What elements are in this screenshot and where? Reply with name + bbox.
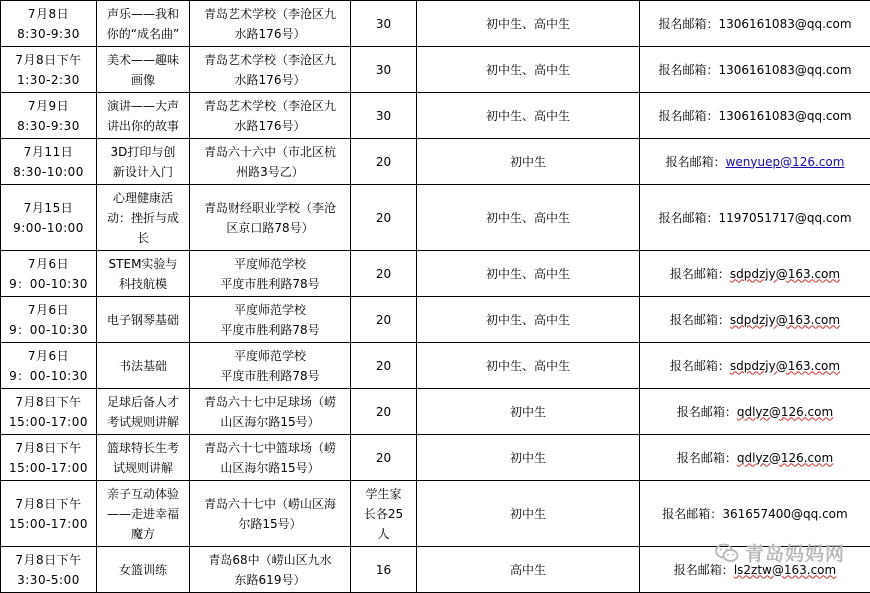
- time-cell: [1, 481, 97, 547]
- table-row: [1, 389, 870, 435]
- email-label: 报名邮箱：: [658, 17, 718, 31]
- course-line: 电子钢琴基础: [107, 313, 179, 327]
- time-line: 7月6日: [28, 303, 69, 317]
- time-cell: [1, 251, 97, 297]
- email-cell: [640, 297, 870, 343]
- venue-line: 青岛68中（崂山区九水: [208, 553, 331, 567]
- audience-cell: 初中生、高中生: [417, 93, 640, 139]
- course-line: 演讲——大声: [107, 99, 179, 113]
- course-line: 科技航模: [119, 277, 167, 291]
- capacity-cell: [351, 1, 417, 47]
- audience-cell: 初中生、高中生: [417, 297, 640, 343]
- course-line: 亲子互动体验: [107, 487, 179, 501]
- table-row: [1, 297, 870, 343]
- venue-cell: [190, 389, 351, 435]
- email-label: 报名邮箱：: [658, 109, 718, 123]
- email-cell: [640, 435, 870, 481]
- time-line: 7月6日: [28, 349, 69, 363]
- course-line: 画像: [131, 73, 155, 87]
- venue-line: 东路619号）: [235, 573, 306, 587]
- venue-line: 平度市胜利路78号: [220, 323, 319, 337]
- time-line: 7月8日下午: [15, 395, 81, 409]
- audience-cell: 初中生: [417, 435, 640, 481]
- course-cell: [97, 343, 190, 389]
- capacity-cell: [351, 435, 417, 481]
- course-line: STEM实验与: [109, 257, 178, 271]
- capacity-cell: [351, 547, 417, 593]
- audience-cell: 初中生、高中生: [417, 47, 640, 93]
- course-line: 试规则讲解: [113, 461, 173, 475]
- table-row: [1, 1, 870, 47]
- email-label: 报名邮箱：: [674, 563, 734, 577]
- audience-cell: 初中生、高中生: [417, 1, 640, 47]
- venue-line: 州路3号乙）: [236, 165, 304, 179]
- venue-line: 青岛六十七中（崂山区海: [204, 497, 336, 511]
- time-cell: [1, 297, 97, 343]
- venue-line: 尔路15号）: [238, 517, 301, 531]
- email-address: ls2ztw@163.com: [734, 563, 836, 577]
- course-cell: [97, 47, 190, 93]
- email-label: 报名邮箱：: [670, 359, 730, 373]
- capacity-line: 学生家: [365, 487, 401, 501]
- course-cell: [97, 389, 190, 435]
- capacity-line: 20: [376, 405, 391, 419]
- time-cell: [1, 47, 97, 93]
- email-cell: [640, 251, 870, 297]
- email-address: qdlyz@126.com: [737, 451, 833, 465]
- venue-line: 区京口路78号）: [226, 221, 313, 235]
- venue-line: 青岛六十七中足球场（崂: [204, 395, 336, 409]
- course-line: 魔方: [131, 527, 155, 541]
- course-line: 声乐——我和: [107, 7, 179, 21]
- venue-cell: [190, 1, 351, 47]
- time-line: 7月15日: [24, 201, 73, 215]
- venue-cell: [190, 297, 351, 343]
- email-label: 报名邮箱：: [666, 155, 726, 169]
- venue-line: 水路176号）: [235, 119, 306, 133]
- capacity-line: 人: [377, 527, 389, 541]
- course-line: 女篮训练: [119, 563, 167, 577]
- venue-cell: [190, 481, 351, 547]
- venue-line: 青岛财经职业学校（李沧: [204, 201, 336, 215]
- time-line: 7月6日: [28, 257, 69, 271]
- capacity-line: 16: [376, 563, 391, 577]
- time-cell: [1, 93, 97, 139]
- course-cell: [97, 185, 190, 251]
- email-address: 1306161083@qq.com: [718, 63, 851, 77]
- email-cell: [640, 481, 870, 547]
- venue-line: 平度市胜利路78号: [220, 369, 319, 383]
- audience-cell: 初中生: [417, 139, 640, 185]
- capacity-cell: [351, 185, 417, 251]
- time-cell: [1, 185, 97, 251]
- time-line: 8:30-10:00: [13, 165, 84, 179]
- email-cell: [640, 185, 870, 251]
- capacity-line: 30: [376, 63, 391, 77]
- time-line: 7月11日: [24, 145, 73, 159]
- course-cell: [97, 139, 190, 185]
- time-line: 3:30-5:00: [17, 573, 80, 587]
- capacity-cell: [351, 251, 417, 297]
- time-cell: [1, 435, 97, 481]
- email-label: 报名邮箱：: [662, 507, 722, 521]
- audience-cell: 初中生、高中生: [417, 251, 640, 297]
- time-line: 7月8日: [28, 7, 69, 21]
- email-address: sdpdzjy@163.com: [730, 359, 840, 373]
- time-line: 7月8日下午: [15, 441, 81, 455]
- audience-cell: 初中生、高中生: [417, 343, 640, 389]
- time-line: 7月8日下午: [15, 553, 81, 567]
- capacity-line: 20: [376, 359, 391, 373]
- time-line: 9：00-10:30: [9, 323, 88, 337]
- venue-line: 水路176号）: [235, 73, 306, 87]
- course-line: 3D打印与创: [111, 145, 176, 159]
- course-line: 动：挫折与成: [107, 211, 179, 225]
- time-line: 7月9日: [28, 99, 69, 113]
- course-line: 心理健康活: [113, 191, 173, 205]
- time-line: 9:00-10:00: [13, 221, 84, 235]
- venue-line: 水路176号）: [235, 27, 306, 41]
- capacity-line: 20: [376, 313, 391, 327]
- table-row: [1, 251, 870, 297]
- capacity-cell: [351, 481, 417, 547]
- time-line: 9：00-10:30: [9, 369, 88, 383]
- time-line: 8:30-9:30: [17, 27, 80, 41]
- capacity-line: 20: [376, 451, 391, 465]
- email-cell: [640, 343, 870, 389]
- table-row: [1, 435, 870, 481]
- capacity-cell: [351, 343, 417, 389]
- course-line: 足球后备人才: [107, 395, 179, 409]
- watermark: [715, 539, 845, 566]
- time-line: 9：00-10:30: [9, 277, 88, 291]
- venue-line: 山区海尔路15号）: [220, 461, 319, 475]
- venue-line: 青岛艺术学校（李沧区九: [204, 7, 336, 21]
- capacity-cell: [351, 389, 417, 435]
- venue-cell: [190, 93, 351, 139]
- venue-line: 平度师范学校: [234, 257, 306, 271]
- email-label: 报名邮箱：: [677, 451, 737, 465]
- time-cell: [1, 139, 97, 185]
- course-cell: [97, 435, 190, 481]
- capacity-line: 20: [376, 267, 391, 281]
- table-row: [1, 343, 870, 389]
- capacity-line: 20: [376, 211, 391, 225]
- time-cell: [1, 547, 97, 593]
- time-cell: [1, 389, 97, 435]
- time-line: 15:00-17:00: [9, 415, 88, 429]
- venue-line: 青岛六十七中篮球场（崂: [204, 441, 336, 455]
- course-cell: [97, 481, 190, 547]
- course-cell: [97, 297, 190, 343]
- capacity-cell: [351, 47, 417, 93]
- time-line: 15:00-17:00: [9, 517, 88, 531]
- table-row: [1, 47, 870, 93]
- time-line: 15:00-17:00: [9, 461, 88, 475]
- venue-line: 青岛艺术学校（李沧区九: [204, 99, 336, 113]
- email-label: 报名邮箱：: [658, 211, 718, 225]
- venue-line: 平度师范学校: [234, 349, 306, 363]
- time-line: 7月8日下午: [15, 53, 81, 67]
- audience-cell: 高中生: [417, 547, 640, 593]
- time-line: 8:30-9:30: [17, 119, 80, 133]
- email-cell: [640, 389, 870, 435]
- course-cell: [97, 547, 190, 593]
- venue-cell: [190, 47, 351, 93]
- course-cell: [97, 251, 190, 297]
- venue-line: 青岛六十六中（市北区杭: [204, 145, 336, 159]
- capacity-line: 30: [376, 17, 391, 31]
- venue-cell: [190, 547, 351, 593]
- email-cell: [640, 139, 870, 185]
- time-cell: [1, 343, 97, 389]
- time-line: 7月8日下午: [15, 497, 81, 511]
- course-line: 新设计入门: [113, 165, 173, 179]
- email-label: 报名邮箱：: [670, 267, 730, 281]
- venue-cell: [190, 435, 351, 481]
- venue-line: 青岛艺术学校（李沧区九: [204, 53, 336, 67]
- course-line: 美术——趣味: [107, 53, 179, 67]
- audience-cell: 初中生: [417, 481, 640, 547]
- venue-cell: [190, 139, 351, 185]
- course-line: 长: [137, 231, 149, 245]
- capacity-cell: [351, 297, 417, 343]
- time-line: 1:30-2:30: [17, 73, 80, 87]
- email-address: qdlyz@126.com: [737, 405, 833, 419]
- email-cell: [640, 93, 870, 139]
- venue-cell: [190, 343, 351, 389]
- course-line: 你的“成名曲”: [107, 27, 179, 41]
- venue-line: 山区海尔路15号）: [220, 415, 319, 429]
- table-row: [1, 139, 870, 185]
- course-cell: [97, 1, 190, 47]
- email-address: sdpdzjy@163.com: [730, 267, 840, 281]
- email-cell: [640, 1, 870, 47]
- audience-cell: 初中生: [417, 389, 640, 435]
- email-address: sdpdzjy@163.com: [730, 313, 840, 327]
- email-label: 报名邮箱：: [677, 405, 737, 419]
- table-row: [1, 93, 870, 139]
- email-cell: [640, 47, 870, 93]
- course-line: 篮球特长生考: [107, 441, 179, 455]
- course-line: 考试规则讲解: [107, 415, 179, 429]
- venue-line: 平度市胜利路78号: [220, 277, 319, 291]
- watermark-text: 青岛妈妈网: [745, 539, 845, 566]
- course-line: 书法基础: [119, 359, 167, 373]
- venue-cell: [190, 185, 351, 251]
- venue-cell: [190, 251, 351, 297]
- capacity-cell: [351, 139, 417, 185]
- email-address: 1197051717@qq.com: [718, 211, 851, 225]
- email-label: 报名邮箱：: [670, 313, 730, 327]
- time-cell: [1, 1, 97, 47]
- capacity-line: 30: [376, 109, 391, 123]
- email-address: 361657400@qq.com: [722, 507, 847, 521]
- course-line: 讲出你的故事: [107, 119, 179, 133]
- capacity-line: 长各25: [364, 507, 403, 521]
- wechat-icon: [715, 543, 739, 563]
- course-cell: [97, 93, 190, 139]
- table-row: [1, 185, 870, 251]
- course-line: ——走进幸福: [107, 507, 179, 521]
- audience-cell: 初中生、高中生: [417, 185, 640, 251]
- venue-line: 平度师范学校: [234, 303, 306, 317]
- table-row: [1, 481, 870, 547]
- capacity-line: 20: [376, 155, 391, 169]
- email-address[interactable]: wenyuep@126.com: [726, 155, 845, 169]
- email-address: 1306161083@qq.com: [718, 17, 851, 31]
- email-label: 报名邮箱：: [658, 63, 718, 77]
- email-address: 1306161083@qq.com: [718, 109, 851, 123]
- capacity-cell: [351, 93, 417, 139]
